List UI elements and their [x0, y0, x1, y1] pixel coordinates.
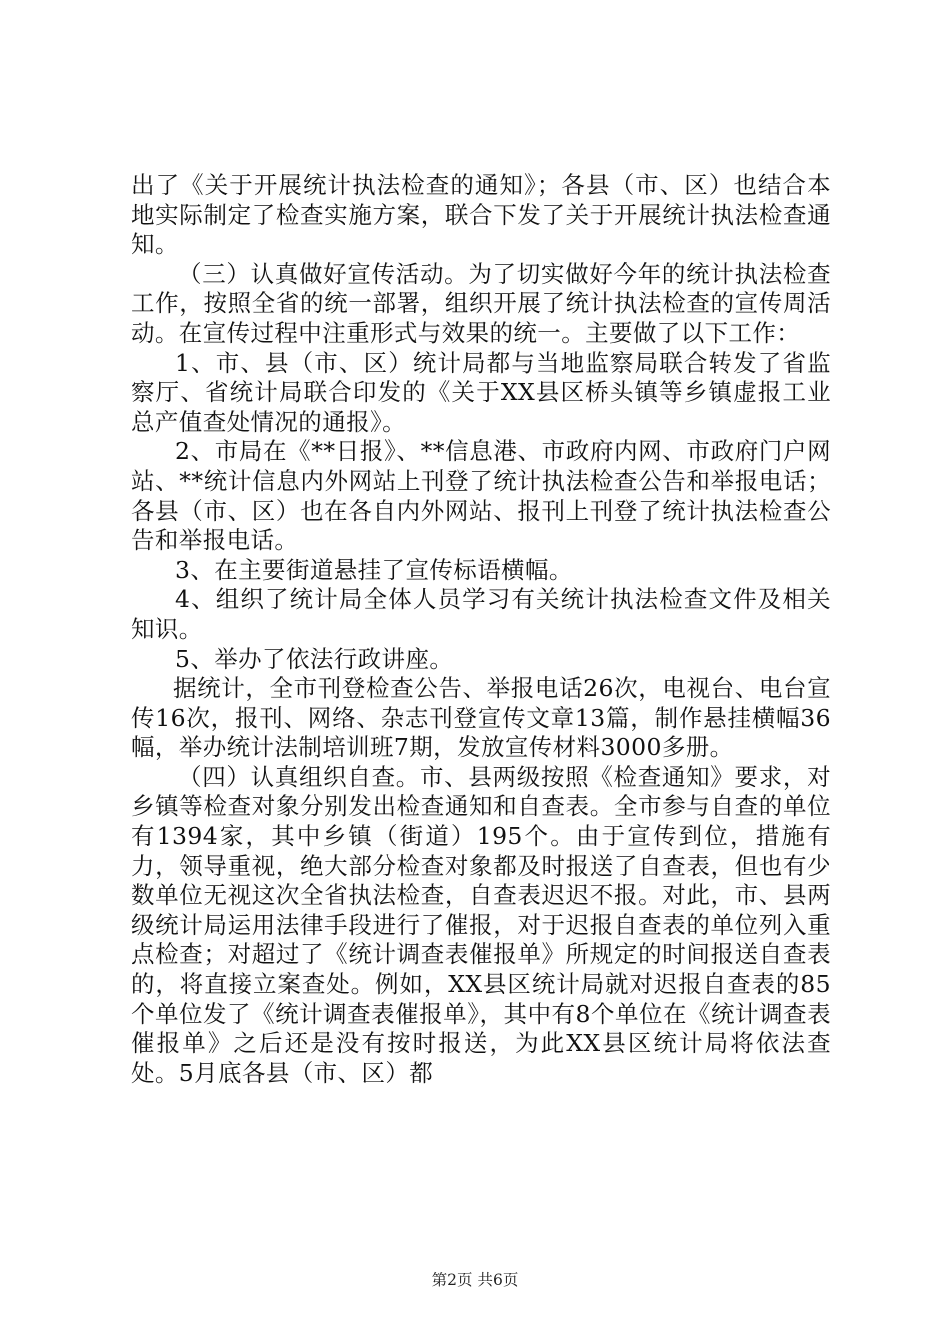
paragraph-self-inspection: （四）认真组织自查。市、县两级按照《检查通知》要求，对乡镇等检查对象分别发出检查通知和自查表。全市参与自查的单位有1394家，其中乡镇（街道）195个。由于宣传到位，措施有力，领导重视，绝大部分检查对象都及时报送了自查表，但也有少数单位无视这次全省执法检查，自查表迟迟不报。对此，市、县两级统计局运用法律手段进行了催报，对于迟报自查表的单位列入重点检查；对超过了《统计调查表催报单》所规定的时间报送自查表的，将直接立案查处。例如，XX县区统计局就对迟报自查表的85个单位发了《统计调查表催报单》，其中有8个单位在《统计调查表催报单》之后还是没有按时报送，为此XX县区统计局将依法查处。5月底各县（市、区）都 [131, 762, 831, 1087]
paragraph-notice-continuation: 出了《关于开展统计执法检查的通知》；各县（市、区）也结合本地实际制定了检查实施方案，联合下发了关于开展统计执法检查通知。 [131, 171, 831, 259]
paragraph-publicity-heading: （三）认真做好宣传活动。为了切实做好今年的统计执法检查工作，按照全省的统一部署，组织开展了统计执法检查的宣传周活动。在宣传过程中注重形式与效果的统一。主要做了以下工作： [131, 259, 831, 347]
paragraph-item-5: 5、举办了依法行政讲座。 [175, 644, 454, 673]
paragraph-item-3: 3、在主要街道悬挂了宣传标语横幅。 [175, 555, 573, 584]
page-footer: 第2页 共6页 [431, 1271, 519, 1289]
paragraph-statistics: 据统计，全市刊登检查公告、举报电话26次，电视台、电台宣传16次，报刊、网络、杂志刊登宣传文章13篇，制作悬挂横幅36幅，举办统计法制培训班7期，发放宣传材料3000多册。 [131, 674, 831, 762]
paragraph-item-4: 4、组织了统计局全体人员学习有关统计执法检查文件及相关知识。 [131, 585, 831, 643]
paragraph-item-1: 1、市、县（市、区）统计局都与当地监察局联合转发了省监察厅、省统计局联合印发的《关于XX县区桥头镇等乡镇虚报工业总产值查处情况的通报》。 [131, 348, 831, 436]
document-body [131, 171, 831, 1088]
paragraph-item-2: 2、市局在《**日报》、**信息港、市政府内网、市政府门户网站、**统计信息内外网站上刊登了统计执法检查公告和举报电话；各县（市、区）也在各自内外网站、报刊上刊登了统计执法检查公告和举报电话。 [131, 437, 831, 555]
